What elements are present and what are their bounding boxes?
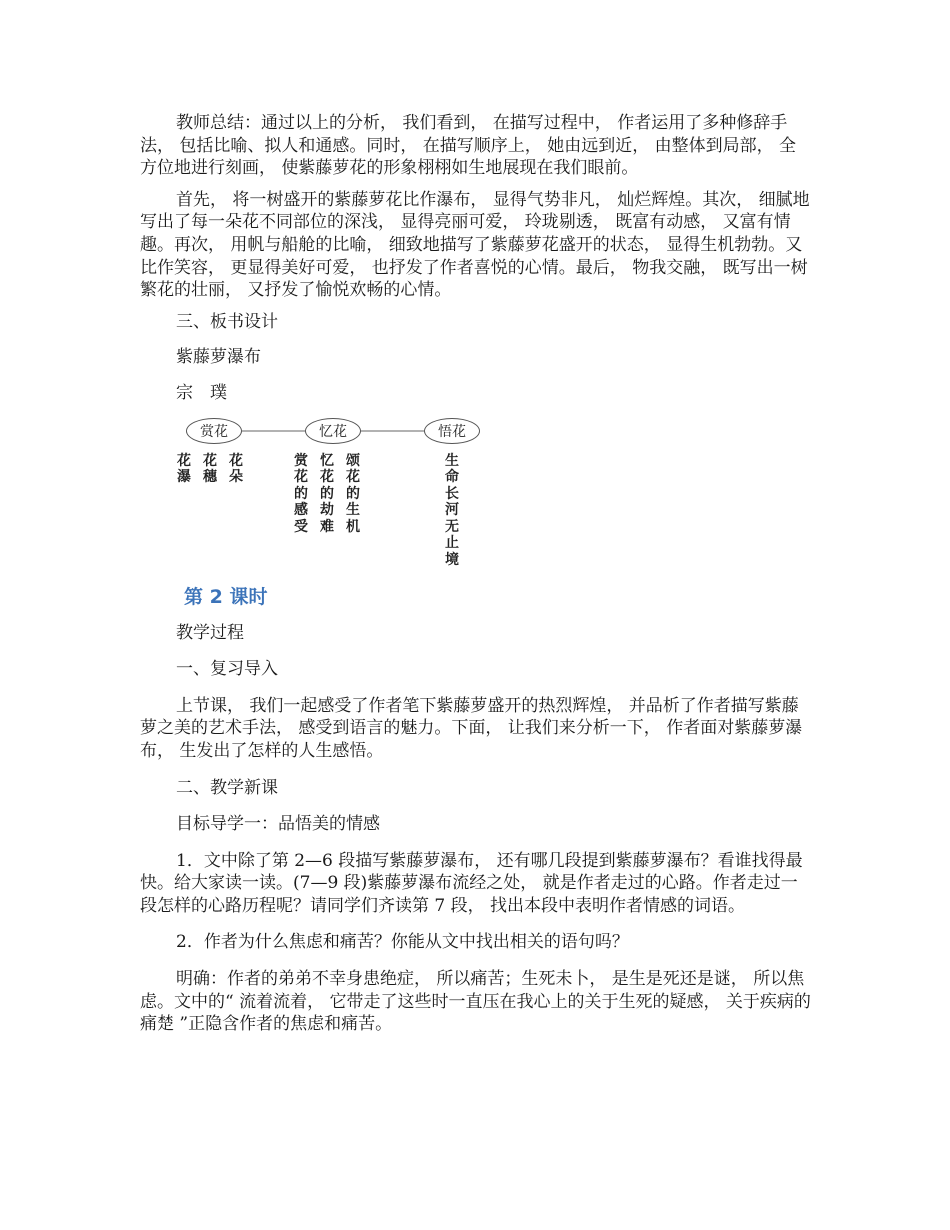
answer-paragraph: 明确：作者的弟弟不幸身患绝症， 所以痛苦；生死未卜， 是生是死还是谜， 所以焦虑。文中的“ 流着流着， 它带走了这些时一直压在我心上的关于生死的疑感， 关于疾病的痛楚 ”正隐含作者的焦虑和痛苦。	[140, 969, 811, 1035]
node-appreciate-flower: 赏花	[186, 418, 242, 444]
node-realize-flower: 悟花	[424, 418, 480, 444]
review-paragraph: 上节课， 我们一起感受了作者笔下紫藤萝盛开的热烈辉煌， 并品析了作者描写紫藤萝之美的艺术手法， 感受到语言的魅力。下面， 让我们来分析一下， 作者面对紫藤萝瀑布， 生发出了怎样的人生感悟。	[140, 695, 803, 761]
document-page	[140, 112, 812, 1036]
branch-feeling: 赏花的感受	[294, 452, 308, 535]
summary-paragraph-1: 教师总结：通过以上的分析， 我们看到， 在描写过程中， 作者运用了多种修辞手法， 包括比喻、拟人和通感。同时， 在描写顺序上， 她由远到近， 由整体到局部， 全方位地进行刻画， 使紫藤萝花的形象栩栩如生地展现在我们眼前。	[140, 113, 797, 179]
board-title: 紫藤萝瀑布	[176, 347, 261, 368]
branch-life-river: 生命长河无止境	[445, 452, 459, 568]
board-author: 宗 璞	[176, 382, 227, 403]
board-design-heading: 三、板书设计	[176, 311, 278, 332]
lesson-2-title: 第 2 课时	[184, 585, 268, 608]
branch-flower-blossom: 花朵	[229, 452, 243, 486]
branch-vitality: 颂花的生机	[346, 452, 360, 535]
branch-flower-cluster: 花穗	[203, 452, 217, 486]
new-lesson-heading: 二、教学新课	[176, 777, 278, 798]
summary-paragraph-2: 首先， 将一树盛开的紫藤萝花比作瀑布， 显得气势非凡， 灿烂辉煌。其次， 细腻地写出了每一朵花不同部位的深浅， 显得亮丽可爱， 玲珑剔透， 既富有动感， 又富有情趣。再次， 用帆与船舱的比喻， 细致地描写了紫藤萝花盛开的状态， 显得生机勃勃。又比作笑容， 更显得美好可爱， 也抒发了作者喜悦的心情。最后， 物我交融， 既写出一树繁花的壮丽， 又抒发了愉悦欢畅的心情。	[140, 189, 810, 301]
question-1: 1．文中除了第 2—6 段描写紫藤萝瀑布， 还有哪几段提到紫藤萝瀑布？看谁找得最快。给大家读一读。(7—9 段)紫藤萝瀑布流经之处， 就是作者走过的心路。作者走过一段怎样的心路历程呢？请同学们齐读第 7 段， 找出本段中表明作者情感的词语。	[140, 850, 803, 916]
goal-heading: 目标导学一：品悟美的情感	[176, 814, 380, 835]
node-recall-flower: 忆花	[305, 418, 361, 444]
branch-disaster: 忆花的劫难	[320, 452, 334, 535]
board-diagram	[140, 415, 812, 568]
review-heading: 一、复习导入	[176, 659, 278, 680]
question-2: 2．作者为什么焦虑和痛苦？你能从文中找出相关的语句吗？	[176, 932, 629, 953]
branch-flower-waterfall: 花瀑	[177, 452, 191, 486]
teaching-process-heading: 教学过程	[176, 622, 244, 643]
